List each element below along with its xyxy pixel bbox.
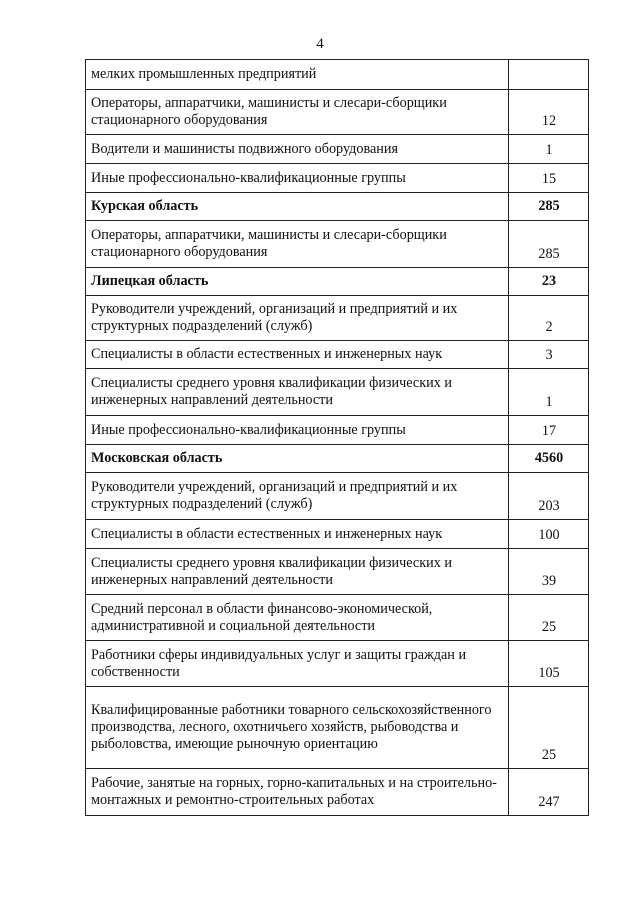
region-total-cell: 285 — [509, 193, 589, 221]
count-cell: 1 — [509, 135, 589, 164]
category-name-cell: Специалисты в области естественных и инженерных наук — [86, 341, 509, 369]
table-body — [86, 60, 589, 816]
category-name-cell: Операторы, аппаратчики, машинисты и слесари-сборщики стационарного оборудования — [86, 90, 509, 135]
category-name-cell: Специалисты среднего уровня квалификации физических и инженерных направлений деятельности — [86, 549, 509, 595]
count-cell: 1 — [509, 369, 589, 416]
table-row — [86, 520, 589, 549]
table-row — [86, 164, 589, 193]
region-row — [86, 445, 589, 473]
table-row — [86, 769, 589, 816]
category-name-cell: Руководители учреждений, организаций и предприятий и их структурных подразделений (служб) — [86, 296, 509, 341]
table-row — [86, 687, 589, 769]
table-row — [86, 416, 589, 445]
count-cell: 247 — [509, 769, 589, 816]
table-row — [86, 296, 589, 341]
category-name-cell: Операторы, аппаратчики, машинисты и слесари-сборщики стационарного оборудования — [86, 221, 509, 268]
category-name-cell: Иные профессионально-квалификационные группы — [86, 416, 509, 445]
count-cell: 3 — [509, 341, 589, 369]
count-cell: 2 — [509, 296, 589, 341]
category-name-cell: Специалисты в области естественных и инженерных наук — [86, 520, 509, 549]
region-total-cell: 23 — [509, 268, 589, 296]
region-row — [86, 268, 589, 296]
table-row — [86, 90, 589, 135]
region-name-cell: Липецкая область — [86, 268, 509, 296]
category-name-cell: Работники сферы индивидуальных услуг и защиты граждан и собственности — [86, 641, 509, 687]
count-cell: 25 — [509, 687, 589, 769]
count-cell: 12 — [509, 90, 589, 135]
category-name-cell: Средний персонал в области финансово-экономической, административной и социальной деятельности — [86, 595, 509, 641]
table-row — [86, 595, 589, 641]
table-row — [86, 341, 589, 369]
count-cell: 17 — [509, 416, 589, 445]
region-row — [86, 193, 589, 221]
count-cell: 203 — [509, 473, 589, 520]
category-name-cell: Специалисты среднего уровня квалификации физических и инженерных направлений деятельности — [86, 369, 509, 416]
count-cell: 105 — [509, 641, 589, 687]
count-cell: 285 — [509, 221, 589, 268]
region-total-cell: 4560 — [509, 445, 589, 473]
table-row — [86, 473, 589, 520]
count-cell: 39 — [509, 549, 589, 595]
category-name-cell: Рабочие, занятые на горных, горно-капитальных и на строительно-монтажных и ремонтно-строительных работах — [86, 769, 509, 816]
count-cell — [509, 60, 589, 90]
region-name-cell: Московская область — [86, 445, 509, 473]
table-row — [86, 60, 589, 90]
category-name-cell: мелких промышленных предприятий — [86, 60, 509, 90]
table-row — [86, 369, 589, 416]
table-row — [86, 641, 589, 687]
table-row — [86, 221, 589, 268]
data-table — [85, 59, 589, 816]
region-name-cell: Курская область — [86, 193, 509, 221]
category-name-cell: Водители и машинисты подвижного оборудования — [86, 135, 509, 164]
count-cell: 25 — [509, 595, 589, 641]
table-row — [86, 135, 589, 164]
category-name-cell: Руководители учреждений, организаций и предприятий и их структурных подразделений (служб) — [86, 473, 509, 520]
table-row — [86, 549, 589, 595]
category-name-cell: Квалифицированные работники товарного сельскохозяйственного производства, лесного, охотничьего хозяйств, рыбоводства и рыболовства, имеющие рыночную ориентацию — [86, 687, 509, 769]
page-number: 4 — [316, 36, 324, 52]
count-cell: 100 — [509, 520, 589, 549]
count-cell: 15 — [509, 164, 589, 193]
category-name-cell: Иные профессионально-квалификационные группы — [86, 164, 509, 193]
